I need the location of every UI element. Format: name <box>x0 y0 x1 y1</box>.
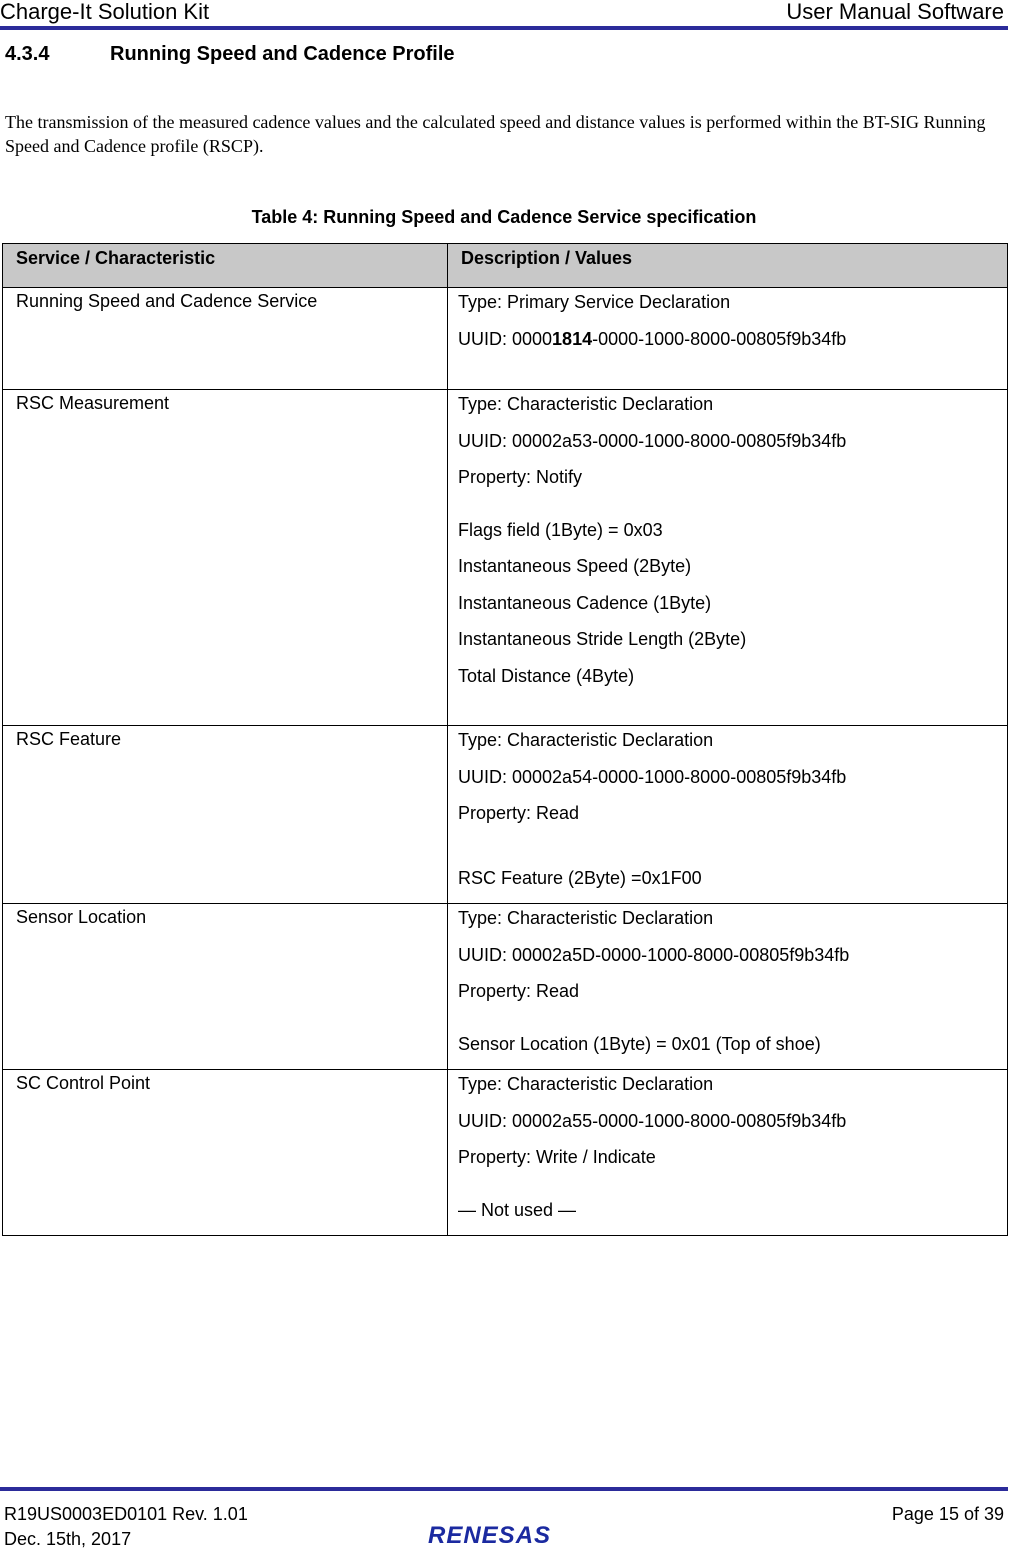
table-row <box>3 904 1008 1070</box>
value-line: RSC Feature (2Byte) =0x1F00 <box>458 867 702 888</box>
characteristic-description <box>448 1070 1008 1236</box>
uuid-line: UUID: 00002a54-0000-1000-8000-00805f9b34fb <box>458 766 847 787</box>
field-line: Total Distance (4Byte) <box>458 665 635 686</box>
header-rule <box>0 26 1008 30</box>
characteristic-name: Sensor Location <box>3 904 448 1070</box>
field-line: Instantaneous Speed (2Byte) <box>458 556 692 576</box>
uuid-prefix: UUID: 0000 <box>458 328 553 349</box>
service-name: Running Speed and Cadence Service <box>3 288 448 390</box>
header-right-title: User Manual Software <box>786 0 1004 24</box>
uuid-line <box>458 328 1007 365</box>
table-row <box>3 288 1008 390</box>
field-line: Flags field (1Byte) = 0x03 <box>458 519 663 540</box>
characteristic-name: RSC Measurement <box>3 390 448 726</box>
field-line: Instantaneous Stride Length (2Byte) <box>458 629 747 649</box>
column-header-description: Description / Values <box>448 244 1008 288</box>
uuid-line: UUID: 00002a55-0000-1000-8000-00805f9b34fb <box>458 1110 847 1131</box>
field-line: Instantaneous Cadence (1Byte) <box>458 592 712 613</box>
property-line: Property: Read <box>458 803 580 823</box>
logo-text: RENESAS <box>428 1522 552 1547</box>
header-left-title: Charge-It Solution Kit <box>0 0 210 24</box>
intro-paragraph: The transmission of the measured cadence values and the calculated speed and distance values is performed within the BT-SIG Running Speed and Cadence profile (RSCP). <box>5 112 986 156</box>
characteristic-description <box>448 390 1008 726</box>
uuid-line: UUID: 00002a53-0000-1000-8000-00805f9b34fb <box>458 430 847 451</box>
table-row <box>3 1070 1008 1236</box>
uuid-highlight: 1814 <box>552 328 593 349</box>
property-line: Property: Write / Indicate <box>458 1147 656 1167</box>
table-row <box>3 726 1008 904</box>
property-line: Property: Read <box>458 981 580 1001</box>
section-title: Running Speed and Cadence Profile <box>110 43 455 65</box>
characteristic-name: SC Control Point <box>3 1070 448 1236</box>
value-line: Sensor Location (1Byte) = 0x01 (Top of shoe) <box>458 1033 821 1054</box>
document-id: R19US0003ED0101 Rev. 1.01 <box>4 1504 248 1524</box>
characteristic-description <box>448 904 1008 1070</box>
table-caption: Table 4: Running Speed and Cadence Service specification <box>251 207 757 227</box>
footer-rule <box>0 1487 1008 1491</box>
page-number: Page 15 of 39 <box>891 1504 1004 1524</box>
characteristic-description <box>448 726 1008 904</box>
type-line: Type: Characteristic Declaration <box>458 730 714 750</box>
spec-table <box>2 243 1008 1236</box>
uuid-suffix: -0000-1000-8000-00805f9b34fb <box>592 328 847 349</box>
type-line: Type: Characteristic Declaration <box>458 394 714 414</box>
table-header-row <box>3 244 1008 288</box>
type-line: Type: Characteristic Declaration <box>458 908 714 928</box>
document-date: Dec. 15th, 2017 <box>4 1529 132 1549</box>
table-row <box>3 390 1008 726</box>
service-description <box>448 288 1008 390</box>
value-line: — Not used — <box>458 1199 577 1220</box>
column-header-service: Service / Characteristic <box>3 244 448 288</box>
characteristic-name: RSC Feature <box>3 726 448 904</box>
renesas-logo <box>428 1521 578 1547</box>
property-line: Property: Notify <box>458 467 583 487</box>
section-number: 4.3.4 <box>5 43 50 65</box>
uuid-line: UUID: 00002a5D-0000-1000-8000-00805f9b34fb <box>458 944 850 965</box>
type-line: Type: Primary Service Declaration <box>458 292 731 312</box>
type-line: Type: Characteristic Declaration <box>458 1074 714 1094</box>
